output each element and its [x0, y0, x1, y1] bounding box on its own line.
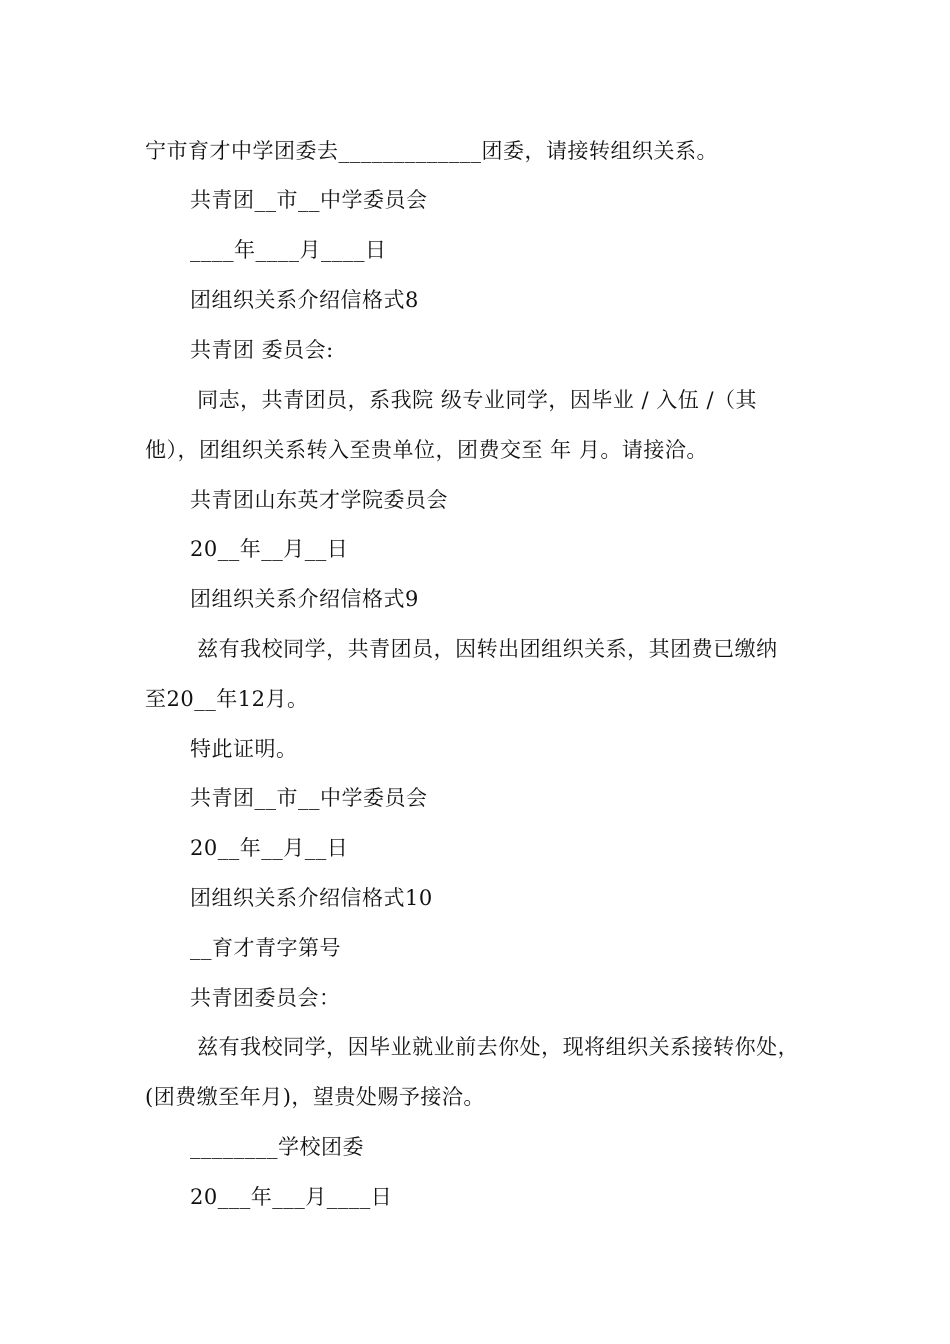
text-line-date: 20__年__月__日 — [190, 537, 349, 561]
section-heading-format-8: 团组织关系介绍信格式8 — [190, 288, 419, 312]
section-heading-format-10: 团组织关系介绍信格式10 — [190, 886, 433, 910]
text-line-date: 20__年__月__日 — [190, 836, 349, 860]
text-line-body: 同志，共青团员，系我院 级专业同学，因毕业 / 入伍 /（其 — [190, 388, 758, 412]
section-heading-format-9: 团组织关系介绍信格式9 — [190, 587, 419, 611]
text-line-reference-number: __育才青字第号 — [190, 936, 341, 960]
text-line-body: 兹有我校同学，因毕业就业前去你处，现将组织关系接转你处， — [190, 1035, 800, 1059]
text-line-salutation: 共青团 委员会: — [190, 338, 334, 362]
text-line-signature-committee: 共青团__市__中学委员会 — [190, 188, 428, 212]
text-line-body: 兹有我校同学，共青团员，因转出团组织关系，其团费已缴纳 — [190, 637, 778, 661]
text-line-signature-committee: 共青团__市__中学委员会 — [190, 786, 428, 810]
text-line-transfer-request: 宁市育才中学团委去_____________团委，请接转组织关系。 — [145, 139, 718, 163]
text-line-date: ____年____月____日 — [190, 238, 387, 262]
text-line-body-continued: (团费缴至年月)，望贵处赐予接洽。 — [145, 1085, 485, 1109]
text-line-certification: 特此证明。 — [190, 737, 298, 761]
text-line-salutation: 共青团委员会： — [190, 986, 341, 1010]
text-line-date: 20___年___月____日 — [190, 1185, 393, 1209]
text-line-body-continued: 他），团组织关系转入至贵单位，团费交至 年 月。请接洽。 — [145, 438, 708, 462]
text-line-signature-committee: 共青团山东英才学院委员会 — [190, 488, 448, 512]
text-line-signature-school: ________学校团委 — [190, 1135, 364, 1159]
text-line-body-continued: 至20__年12月。 — [145, 687, 309, 711]
